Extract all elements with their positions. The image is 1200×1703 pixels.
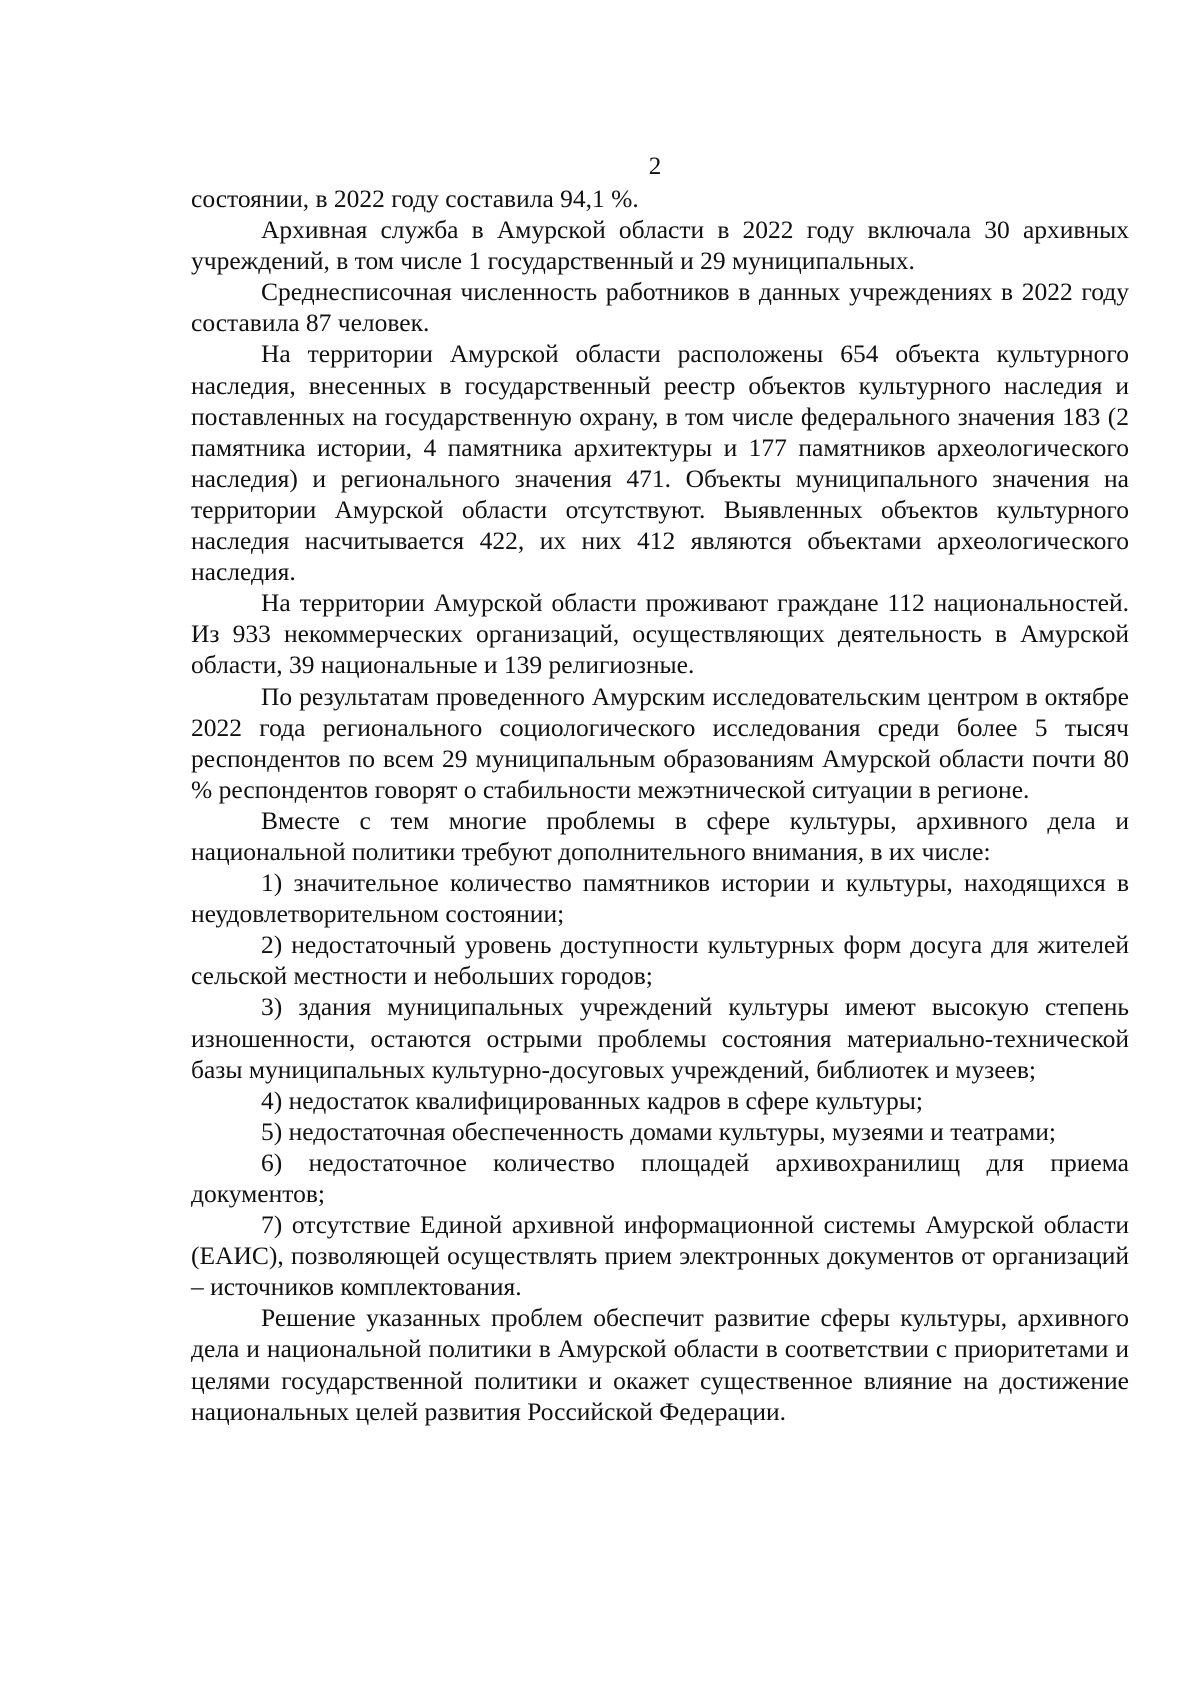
paragraph-sociological-survey: По результатам проведенного Амурским исследовательским центром в октябре 2022 года регионального социологического исследования среди более 5 тысяч респондентов по всем 29 муниципальным образованиям Амурской области почти 80 % респондентов говорят о стабильности межэтнической ситуации в регионе. [191,681,1129,804]
list-item-problem-1: 1) значительное количество памятников истории и культуры, находящихся в неудовлетворительном состоянии; [191,868,1129,929]
paragraph-conclusion: Решение указанных проблем обеспечит развитие сферы культуры, архивного дела и национальной политики в Амурской области в соответствии с приоритетами и целями государственной политики и окажет существенное влияние на достижение национальных целей развития Российской Федерации. [191,1303,1129,1426]
list-item-problem-7: 7) отсутствие Единой архивной информационной системы Амурской области (ЕАИС), позволяющей осуществлять прием электронных документов от организаций – источников комплектования. [191,1210,1129,1302]
list-item-problem-4: 4) недостаток квалифицированных кадров в сфере культуры; [261,1085,924,1115]
paragraph-nationalities: На территории Амурской области проживают граждане 112 национальностей. Из 933 некоммерческих организаций, осуществляющих деятельность в Амурской области, 39 национальные и 139 религиозные. [191,588,1129,680]
document-body [191,183,1129,1427]
page-number: 2 [648,153,662,180]
paragraph-problems-intro: Вместе с тем многие проблемы в сфере культуры, архивного дела и национальной политики требуют дополнительного внимания, в их числе: [191,805,1129,866]
list-item-problem-6: 6) недостаточное количество площадей архивохранилищ для приема документов; [191,1147,1129,1208]
list-item-problem-3: 3) здания муниципальных учреждений культуры имеют высокую степень изношенности, остаются острыми проблемы состояния материально-технической базы муниципальных культурно-досуговых учреждений, библиотек и музеев; [191,992,1129,1084]
list-item-problem-2: 2) недостаточный уровень доступности культурных форм досуга для жителей сельской местности и небольших городов; [191,930,1129,991]
list-item-problem-5: 5) недостаточная обеспеченность домами культуры, музеями и театрами; [261,1116,1057,1146]
paragraph-archive-service: Архивная служба в Амурской области в 2022 году включала 30 архивных учреждений, в том числе 1 государственный и 29 муниципальных. [191,215,1129,276]
paragraph-staff-count: Среднесписочная численность работников в данных учреждениях в 2022 году составила 87 человек. [191,277,1129,338]
paragraph-cultural-heritage: На территории Амурской области расположены 654 объекта культурного наследия, внесенных в государственный реестр объектов культурного наследия и поставленных на государственную охрану, в том числе федерального значения 183 (2 памятника истории, 4 памятника архитектуры и 177 памятников археологического наследия) и регионального значения 471. Объекты муниципального значения на территории Амурской области отсутствуют. Выявленных объектов культурного наследия насчитывается 422, их них 412 являются объектами археологического наследия. [191,339,1129,587]
paragraph-continuation: состоянии, в 2022 году составила 94,1 %. [191,184,639,213]
